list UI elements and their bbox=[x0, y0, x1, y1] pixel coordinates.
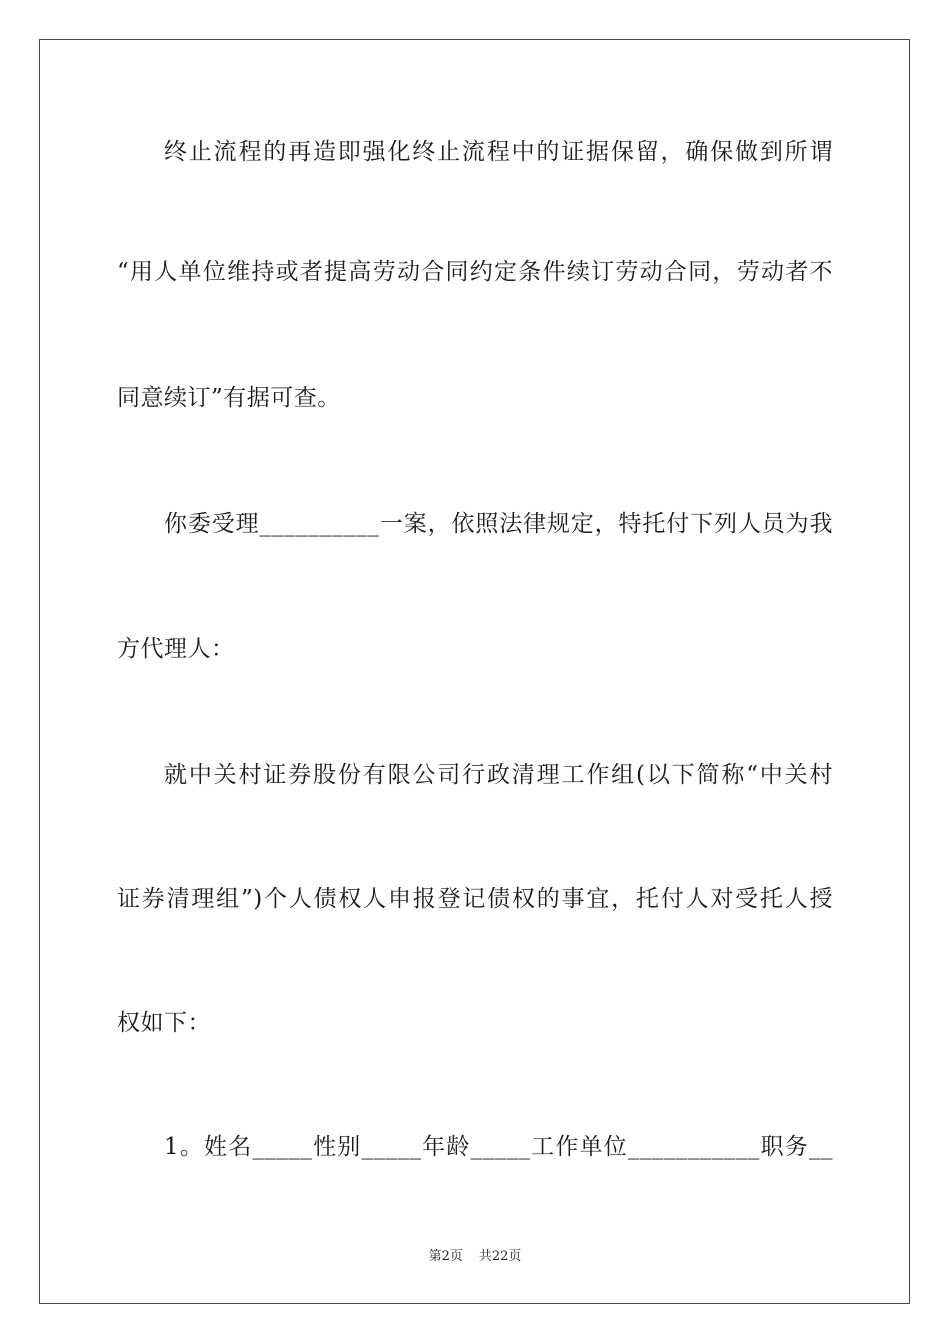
paragraph-line-4: 你委受理__________一案，依照法律规定，特托付下列人员为我 bbox=[164, 511, 833, 537]
paragraph-line-5: 方代理人： bbox=[117, 636, 235, 662]
page-number: 第2页 bbox=[428, 1249, 463, 1264]
page-border bbox=[39, 39, 910, 1304]
paragraph-line-9: 1。姓名_____性别_____年龄_____工作单位___________职务__ bbox=[164, 1134, 833, 1160]
paragraph-line-6: 就中关村证券股份有限公司行政清理工作组(以下简称“中关村 bbox=[164, 762, 833, 788]
page-total: 共22页 bbox=[478, 1249, 522, 1264]
paragraph-line-8: 权如下： bbox=[117, 1010, 211, 1036]
paragraph-line-1: 终止流程的再造即强化终止流程中的证据保留，确保做到所谓 bbox=[164, 139, 833, 165]
paragraph-line-2: “用人单位维持或者提高劳动合同约定条件续订劳动合同，劳动者不 bbox=[117, 259, 833, 285]
paragraph-line-7: 证券清理组”)个人债权人申报登记债权的事宜，托付人对受托人授 bbox=[117, 886, 833, 912]
paragraph-line-3: 同意续订”有据可查。 bbox=[117, 385, 341, 411]
page-footer bbox=[0, 1248, 950, 1266]
